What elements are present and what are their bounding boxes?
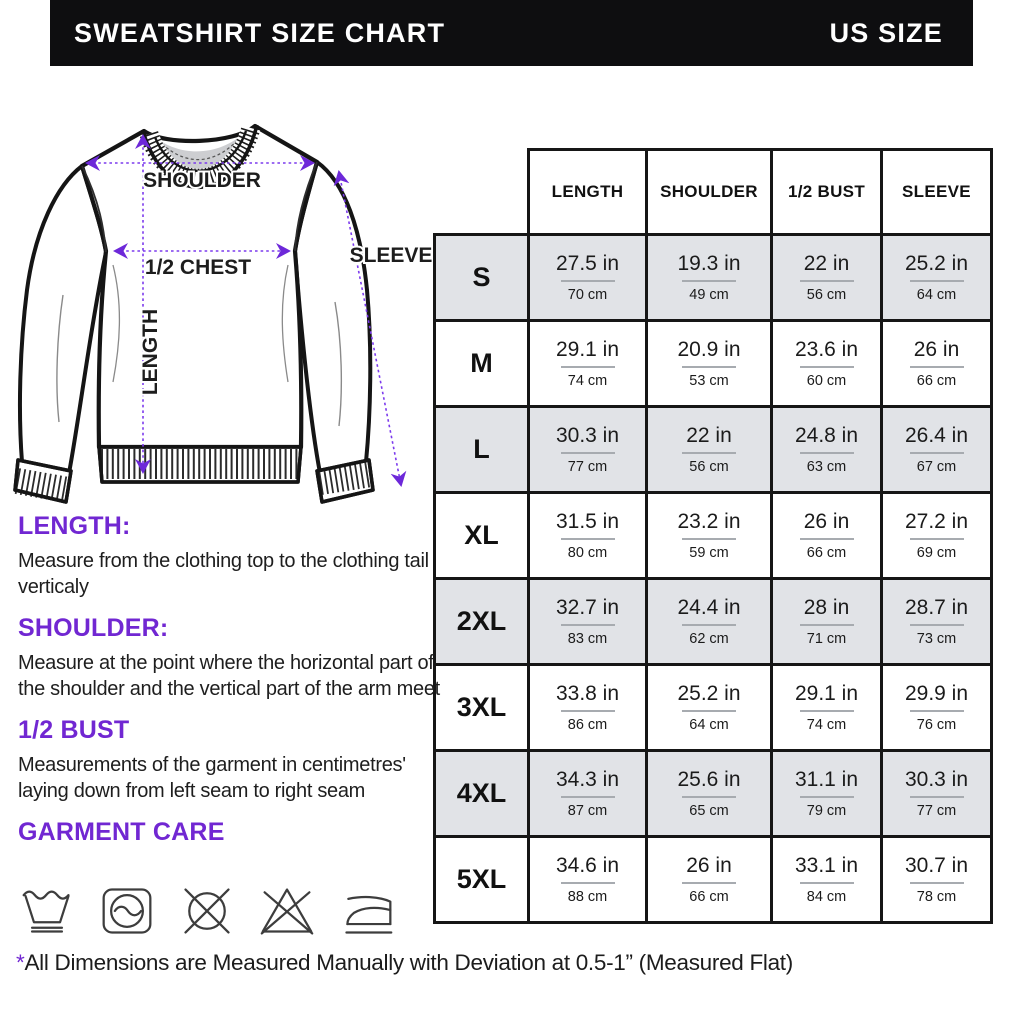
cell-length: 29.1 in 74 cm xyxy=(529,320,647,406)
cell-bust: 22 in 56 cm xyxy=(772,234,882,320)
size-row-2xl xyxy=(435,578,992,664)
measure-guide xyxy=(18,512,442,854)
length-label: LENGTH xyxy=(139,308,162,396)
size-row-5xl xyxy=(435,836,992,922)
cell-shoulder: 26 in 66 cm xyxy=(647,836,772,922)
cell-length: 34.3 in 87 cm xyxy=(529,750,647,836)
guide-heading-bust: 1/2 BUST xyxy=(18,716,130,744)
fraction-rule xyxy=(682,710,736,712)
fraction-rule xyxy=(910,624,964,626)
fraction-rule xyxy=(800,280,854,282)
cell-bust: 24.8 in 63 cm xyxy=(772,406,882,492)
cell-length: 30.3 in 77 cm xyxy=(529,406,647,492)
fraction-rule xyxy=(561,452,615,454)
cell-length: 32.7 in 83 cm xyxy=(529,578,647,664)
size-label: 2XL xyxy=(435,578,529,664)
fraction-rule xyxy=(561,366,615,368)
fraction-rule xyxy=(910,710,964,712)
size-label: 4XL xyxy=(435,750,529,836)
cell-sleeve: 30.7 in 78 cm xyxy=(882,836,992,922)
tumble-dry-icon xyxy=(98,883,156,939)
size-row-s xyxy=(435,234,992,320)
fraction-rule xyxy=(910,366,964,368)
table-header-row xyxy=(435,150,992,235)
fraction-rule xyxy=(682,882,736,884)
size-label: XL xyxy=(435,492,529,578)
corner-cell xyxy=(435,150,529,235)
iron-icon xyxy=(338,883,396,939)
size-label: M xyxy=(435,320,529,406)
fraction-rule xyxy=(910,882,964,884)
hem-band xyxy=(99,447,301,482)
size-label: 3XL xyxy=(435,664,529,750)
cell-sleeve: 26 in 66 cm xyxy=(882,320,992,406)
column-header-length: LENGTH xyxy=(529,150,647,235)
size-label: L xyxy=(435,406,529,492)
half-chest-label: 1/2 CHEST xyxy=(144,256,252,279)
cell-bust: 28 in 71 cm xyxy=(772,578,882,664)
fraction-rule xyxy=(561,538,615,540)
fraction-rule xyxy=(910,452,964,454)
guide-heading-shoulder: SHOULDER: xyxy=(18,614,169,642)
title-bar xyxy=(50,0,973,66)
fraction-rule xyxy=(910,280,964,282)
cell-bust: 26 in 66 cm xyxy=(772,492,882,578)
fraction-rule xyxy=(800,796,854,798)
footnote-asterisk: * xyxy=(16,950,25,975)
fraction-rule xyxy=(800,624,854,626)
chart-title: SWEATSHIRT SIZE CHART xyxy=(74,17,446,48)
fraction-rule xyxy=(800,710,854,712)
cell-sleeve: 30.3 in 77 cm xyxy=(882,750,992,836)
fraction-rule xyxy=(800,882,854,884)
care-icons-row xyxy=(18,883,396,939)
size-label: S xyxy=(435,234,529,320)
guide-text-length: Measure from the clothing top to the clothing tail verticaly xyxy=(18,550,429,598)
fraction-rule xyxy=(682,280,736,282)
cell-length: 31.5 in 80 cm xyxy=(529,492,647,578)
guide-heading-length: LENGTH: xyxy=(18,512,131,540)
cell-shoulder: 22 in 56 cm xyxy=(647,406,772,492)
fraction-rule xyxy=(910,796,964,798)
do-not-dry-clean-icon xyxy=(178,883,236,939)
fraction-rule xyxy=(682,366,736,368)
size-row-3xl xyxy=(435,664,992,750)
guide-text-bust: Measurements of the garment in centimetres' laying down from left seam to right seam xyxy=(18,754,406,802)
sleeve-label: SLEEVE xyxy=(349,244,433,267)
cell-shoulder: 20.9 in 53 cm xyxy=(647,320,772,406)
cell-length: 34.6 in 88 cm xyxy=(529,836,647,922)
column-header-shoulder: SHOULDER xyxy=(647,150,772,235)
cell-length: 27.5 in 70 cm xyxy=(529,234,647,320)
size-row-l xyxy=(435,406,992,492)
fraction-rule xyxy=(682,796,736,798)
cell-bust: 33.1 in 84 cm xyxy=(772,836,882,922)
wash-mild-icon xyxy=(18,883,76,939)
size-row-xl xyxy=(435,492,992,578)
cell-length: 33.8 in 86 cm xyxy=(529,664,647,750)
footnote-text: All Dimensions are Measured Manually with Deviation at 0.5-1” (Measured Flat) xyxy=(24,950,793,975)
fraction-rule xyxy=(910,538,964,540)
fraction-rule xyxy=(682,624,736,626)
fraction-rule xyxy=(682,452,736,454)
size-label: 5XL xyxy=(435,836,529,922)
fraction-rule xyxy=(800,366,854,368)
guide-heading-garment-care: GARMENT CARE xyxy=(18,818,225,846)
cell-shoulder: 23.2 in 59 cm xyxy=(647,492,772,578)
guide-text-shoulder: Measure at the point where the horizontal part of the shoulder and the vertical part of the arm meet xyxy=(18,652,440,700)
cell-bust: 23.6 in 60 cm xyxy=(772,320,882,406)
fraction-rule xyxy=(561,796,615,798)
fraction-rule xyxy=(800,538,854,540)
sweatshirt-diagram xyxy=(5,90,450,520)
do-not-bleach-icon xyxy=(258,883,316,939)
cell-sleeve: 25.2 in 64 cm xyxy=(882,234,992,320)
fraction-rule xyxy=(682,538,736,540)
column-header-sleeve: SLEEVE xyxy=(882,150,992,235)
cell-sleeve: 29.9 in 76 cm xyxy=(882,664,992,750)
cell-shoulder: 25.2 in 64 cm xyxy=(647,664,772,750)
cell-sleeve: 28.7 in 73 cm xyxy=(882,578,992,664)
cell-sleeve: 26.4 in 67 cm xyxy=(882,406,992,492)
fraction-rule xyxy=(561,280,615,282)
footnote xyxy=(16,950,793,976)
cell-shoulder: 25.6 in 65 cm xyxy=(647,750,772,836)
cell-bust: 29.1 in 74 cm xyxy=(772,664,882,750)
cell-bust: 31.1 in 79 cm xyxy=(772,750,882,836)
fraction-rule xyxy=(561,624,615,626)
shoulder-label: SHOULDER xyxy=(143,169,261,192)
cell-shoulder: 19.3 in 49 cm xyxy=(647,234,772,320)
size-table xyxy=(433,148,993,924)
fraction-rule xyxy=(561,710,615,712)
fraction-rule xyxy=(561,882,615,884)
cell-sleeve: 27.2 in 69 cm xyxy=(882,492,992,578)
size-region-label: US SIZE xyxy=(829,17,943,48)
size-row-m xyxy=(435,320,992,406)
column-header-bust: 1/2 BUST xyxy=(772,150,882,235)
sweatshirt-drawing-svg xyxy=(5,90,450,520)
cell-shoulder: 24.4 in 62 cm xyxy=(647,578,772,664)
size-row-4xl xyxy=(435,750,992,836)
fraction-rule xyxy=(800,452,854,454)
